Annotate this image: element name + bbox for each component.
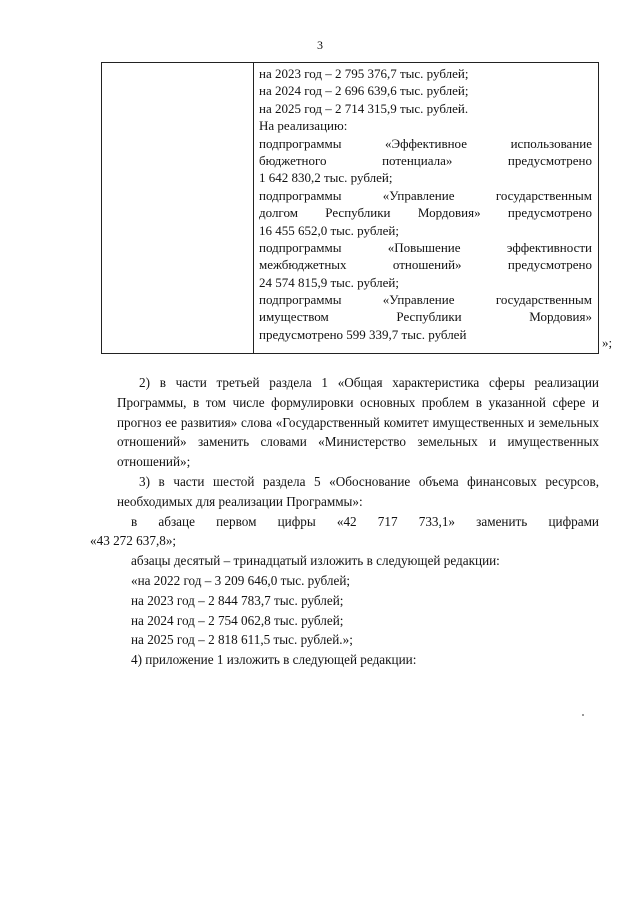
item-2-paragraph: 2) в части третьей раздела 1 «Общая характеристика сферы реализации Программы, в том числе формулировки основных проблем в указанной сфере и прогноз ее развития» слова «Государственный комитет имущественных и земельных отношений» заменить словами «Министерство земельных и имущественных отношений»; bbox=[117, 375, 599, 470]
amount-line: на 2025 год – 2 818 611,5 тыс. рублей.»; bbox=[131, 632, 353, 648]
table-cell-line: предусмотрено 599 339,7 тыс. рублей bbox=[259, 326, 467, 342]
item-3-sub-b: абзацы десятый – тринадцатый изложить в следующей редакции: bbox=[131, 553, 500, 569]
table-cell-line: подпрограммы «Повышение эффективности bbox=[259, 239, 592, 255]
scan-speck bbox=[582, 714, 584, 716]
table-cell-line: 16 455 652,0 тыс. рублей; bbox=[259, 222, 399, 238]
amount-line: на 2023 год – 2 844 783,7 тыс. рублей; bbox=[131, 592, 344, 608]
table-cell-line: на 2023 год – 2 795 376,7 тыс. рублей; bbox=[259, 66, 469, 81]
item-3-sub-a: в абзаце первом цифры «42 717 733,1» заменить цифрами bbox=[131, 513, 599, 529]
table-cell-line: 24 574 815,9 тыс. рублей; bbox=[259, 274, 399, 290]
table-cell-line: На реализацию: bbox=[259, 118, 348, 134]
table-closing-mark: »; bbox=[602, 335, 613, 350]
item-3-sub-a-continuation: «43 272 637,8»; bbox=[90, 533, 177, 549]
table-cell-line: бюджетного потенциала» предусмотрено bbox=[259, 152, 592, 168]
item-4-paragraph: 4) приложение 1 изложить в следующей редакции: bbox=[131, 652, 417, 668]
table-cell-line: подпрограммы «Управление государственным bbox=[259, 187, 592, 203]
table-right-cell bbox=[259, 65, 592, 343]
table-cell-line: имуществом Республики Мордовия» bbox=[259, 309, 592, 325]
item-3-paragraph: 3) в части шестой раздела 5 «Обоснование объема финансовых ресурсов, необходимых для реализации Программы»: bbox=[117, 473, 599, 509]
amount-line: на 2024 год – 2 754 062,8 тыс. рублей; bbox=[131, 612, 344, 628]
page-number: 3 bbox=[317, 38, 323, 52]
table-cell-line: 1 642 830,2 тыс. рублей; bbox=[259, 170, 393, 186]
passport-table bbox=[101, 62, 599, 354]
table-column-divider bbox=[253, 63, 254, 353]
table-cell-line: на 2024 год – 2 696 639,6 тыс. рублей; bbox=[259, 83, 469, 99]
amendments-text bbox=[90, 373, 599, 670]
table-cell-line: подпрограммы «Эффективное использование bbox=[259, 135, 592, 151]
table-cell-line: межбюджетных отношений» предусмотрено bbox=[259, 257, 592, 273]
table-cell-line: на 2025 год – 2 714 315,9 тыс. рублей. bbox=[259, 100, 469, 116]
table-cell-line: долгом Республики Мордовия» предусмотрено bbox=[259, 205, 592, 221]
amount-line: «на 2022 год – 3 209 646,0 тыс. рублей; bbox=[131, 572, 351, 588]
table-cell-line: подпрограммы «Управление государственным bbox=[259, 292, 592, 308]
